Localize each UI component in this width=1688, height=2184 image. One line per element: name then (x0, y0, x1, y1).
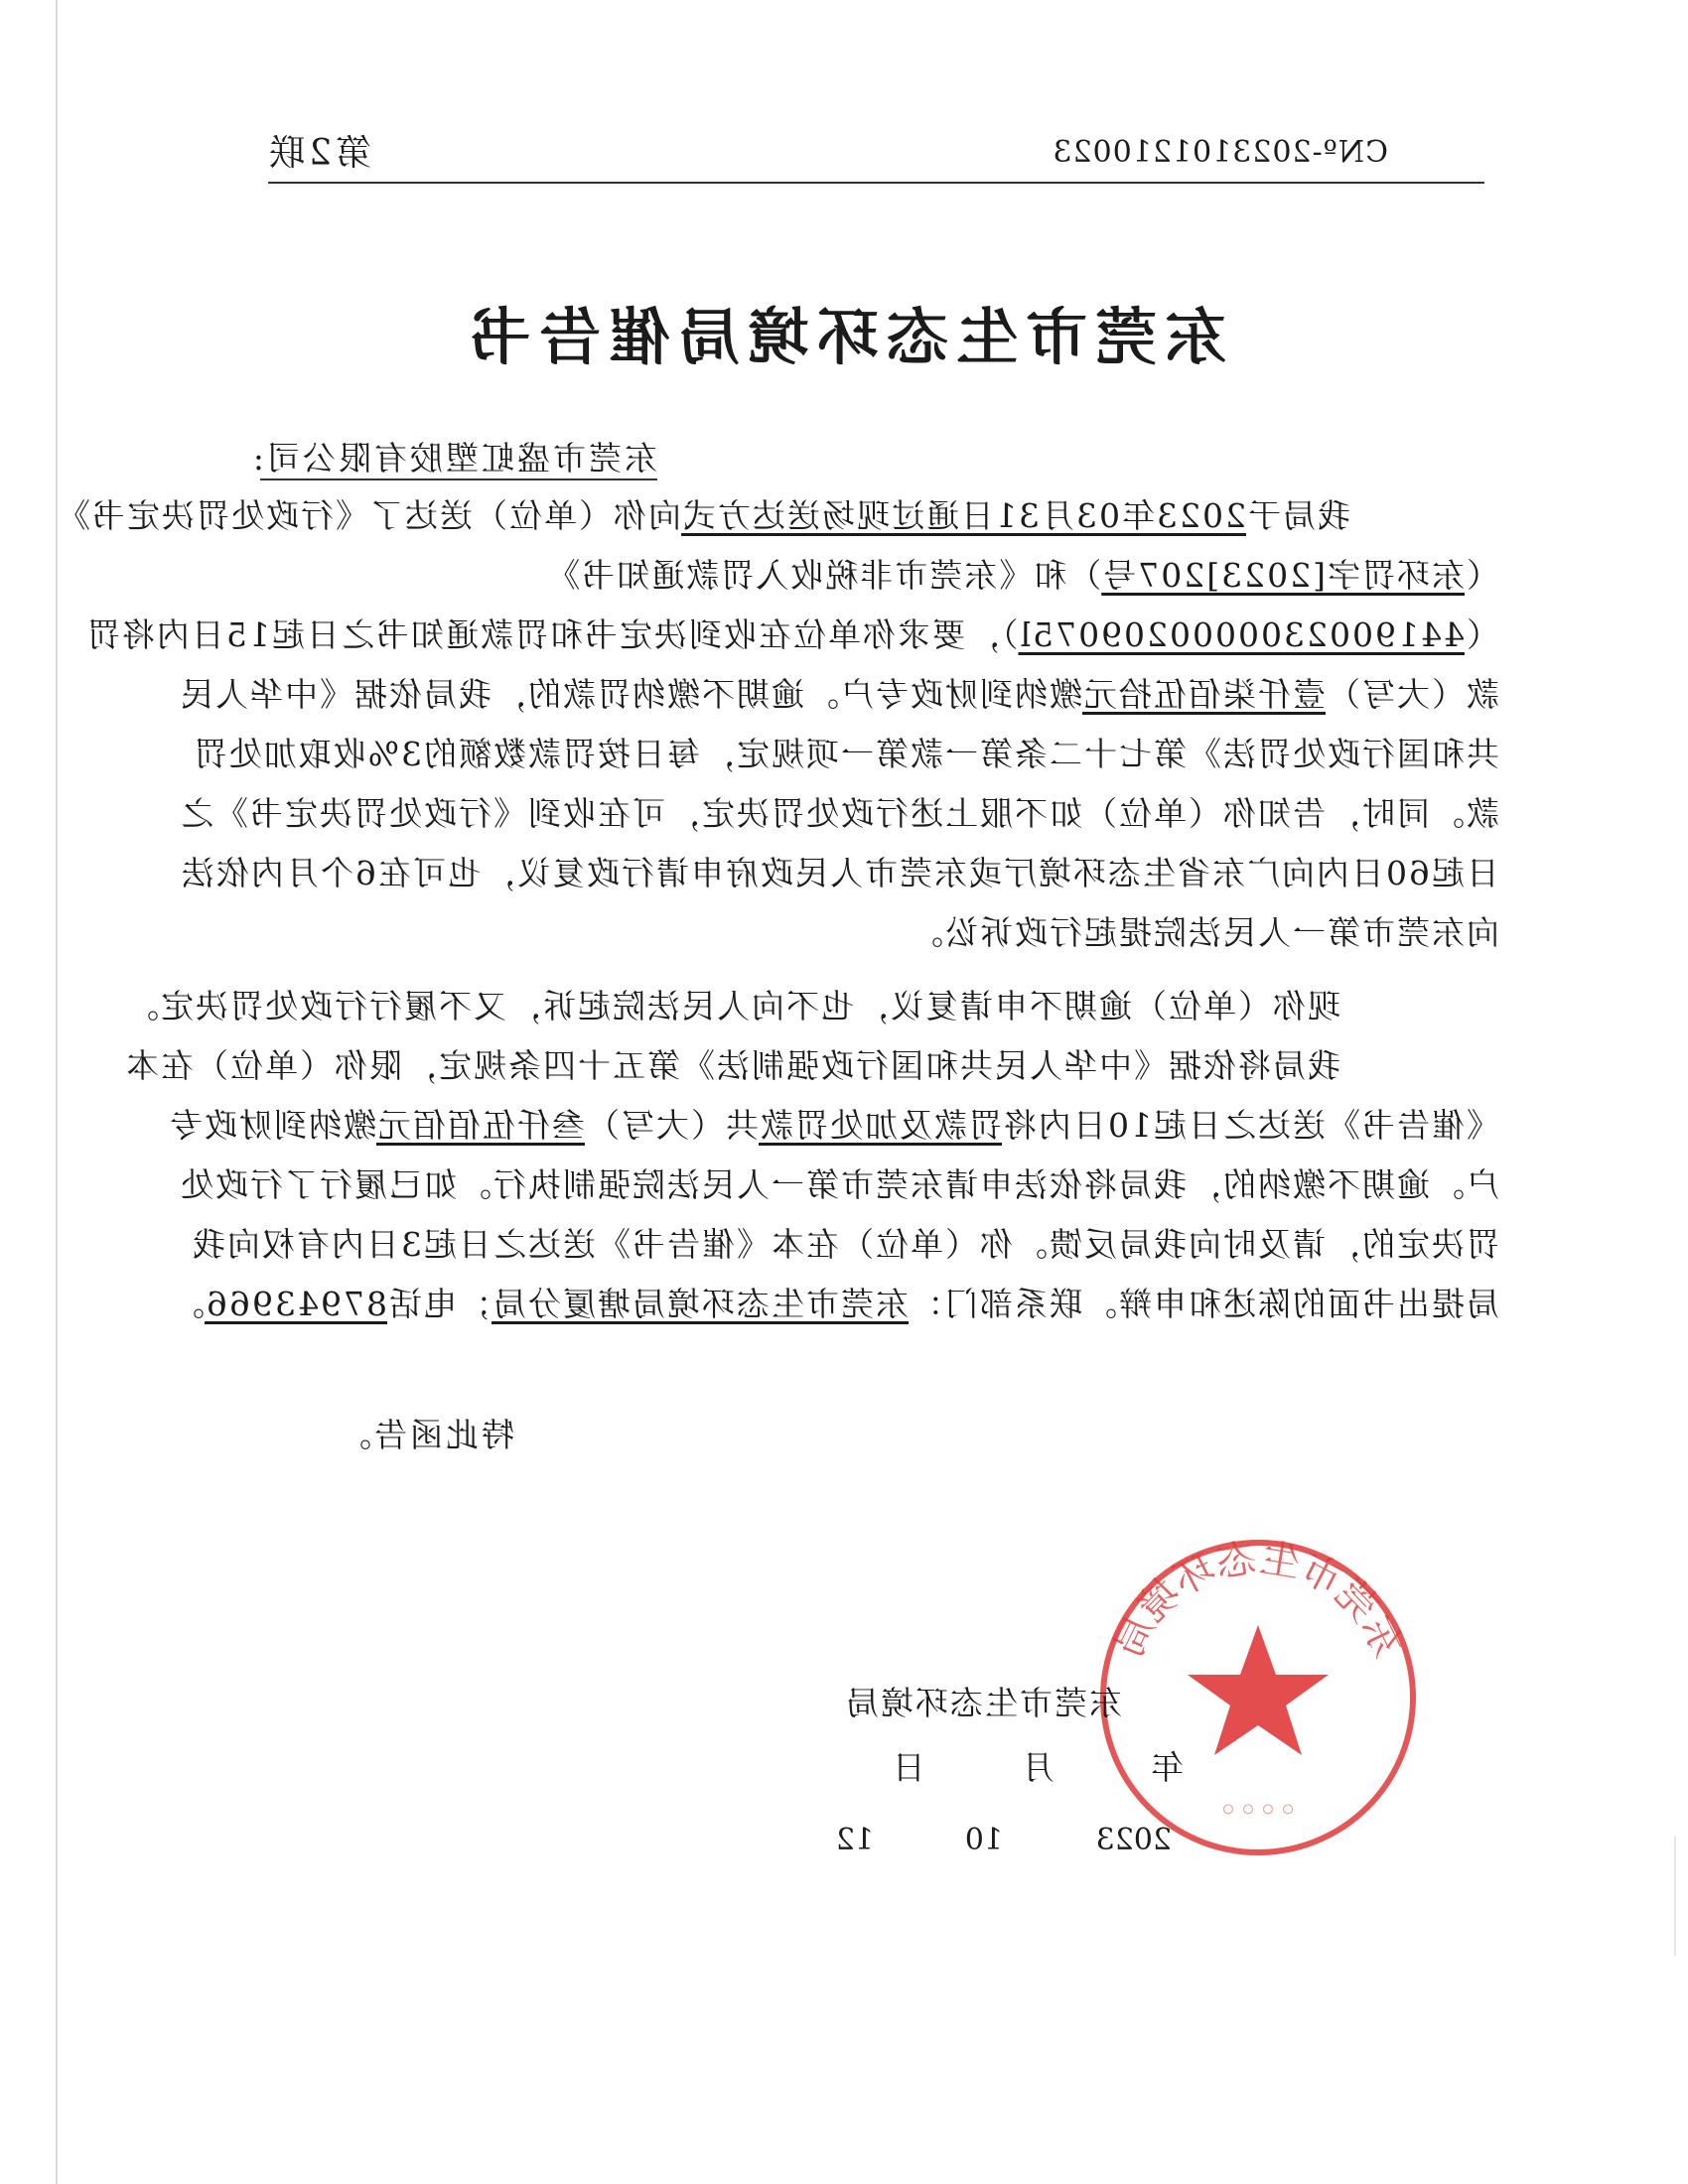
month-label: 月 (1022, 1748, 1055, 1787)
page-edge-mark (1674, 1837, 1676, 1956)
star-icon (1188, 1625, 1329, 1755)
day-label: 日 (893, 1748, 925, 1787)
seal-bottom-mark: ◦◦◦◦ (1217, 1791, 1299, 1831)
date-labels (882, 1742, 1184, 1789)
total-amount-field: 叁仟伍佰佰元 (376, 1106, 585, 1145)
header-rule (268, 182, 1484, 184)
addressee-underline (260, 478, 657, 480)
issue-day: 12 (835, 1823, 874, 1857)
body-line-13: 罚决定的，请及时向我局反馈。你（单位）在本《催告书》送达之日起3日内有权向我 (191, 1225, 1499, 1264)
contact-department: 东莞市生态环境局塘厦分局 (492, 1285, 909, 1323)
copy-label: 第2联 (265, 133, 371, 174)
body-line-9: 现你（单位）逾期不申请复议，也不向人民法院起诉，又不履行行政处罚决定。 (124, 987, 1340, 1025)
issue-date (824, 1823, 1172, 1857)
document-number: CNº-2023101210023 (1052, 135, 1388, 170)
contact-label: 联系部门： (909, 1285, 1082, 1323)
body-line-11 (168, 1100, 1499, 1147)
issue-month: 10 (964, 1823, 1003, 1857)
body-text: 。 (170, 1285, 206, 1323)
body-text: 《催告书》送达之日起10日内将 (1002, 1106, 1499, 1145)
closing-remark: 特此函告。 (336, 1416, 514, 1454)
issuer-name: 东莞市生态环境局 (844, 1684, 1122, 1722)
issue-year: 2023 (1095, 1823, 1172, 1857)
body-line-4 (179, 669, 1499, 716)
fine-amount-field: 壹仟柒佰伍拾元 (1082, 675, 1326, 714)
seal-arc-text: 东莞市生态环境局 (1105, 1535, 1411, 1665)
body-line-14 (170, 1279, 1499, 1325)
document-title: 东莞市生态环境局催告书 (462, 301, 1227, 373)
body-line-3 (85, 610, 1499, 656)
payment-notice-number: 4419002300000209075l (1018, 615, 1465, 654)
body-text: 缴纳到财政专 (168, 1106, 376, 1145)
year-label: 年 (1151, 1748, 1184, 1787)
body-line-10: 我局将依据《中华人民共和国行政强制法》第五十四条规定，限你（单位）在本 (124, 1046, 1340, 1085)
body-text: 向你（单位）送达了《行政处罚决定书》 (56, 496, 682, 535)
phone-number: 87943966 (205, 1285, 387, 1323)
body-text: 缴纳到财政专户。逾期不缴纳罚款的，我局依据《中华人民 (179, 675, 1082, 714)
addressee: 东莞市盛虹塑胶有限公司: (249, 439, 657, 478)
body-text: （ (1465, 556, 1499, 595)
body-text: 共（大写） (585, 1106, 759, 1145)
body-text: ）和《东莞市非税收入罚款通知书》 (545, 556, 1102, 595)
body-text: 我局于 (1246, 496, 1350, 535)
body-line-1 (56, 490, 1350, 537)
delivery-date-field: 2023年03月31日通过现场送达方式 (681, 496, 1246, 535)
body-line-6: 款。同时，告知你（单位）如不服上述行政处罚决定，可在收到《行政处罚决定书》之 (179, 794, 1499, 833)
official-seal-stamp (1094, 1534, 1422, 1861)
body-line-7: 日起60日内向广东省生态环境厅或东莞市人民政府申请行政复议，也可在6个月内依法 (180, 854, 1499, 892)
penalty-items-field: 罚款及加处罚款 (759, 1106, 1002, 1145)
body-line-8: 向东莞市第一人民法院提起行政诉讼。 (909, 913, 1499, 952)
body-text: ），要求你单位在收到决定书和罚款通知书之日起15日内将罚 (85, 615, 1019, 654)
body-line-5: 共和国行政处罚法》第七十二条第一款第一项规定，每日按罚款数额的3%收取加处罚 (192, 735, 1499, 773)
body-text: 局提出书面的陈述和申辩。 (1082, 1285, 1499, 1323)
body-text: 款（大写） (1326, 675, 1499, 714)
penalty-decision-number: 东环罚字[2023]207号 (1101, 556, 1465, 595)
body-line-2 (545, 550, 1499, 597)
body-text: （ (1465, 615, 1499, 654)
phone-label: ；电话 (387, 1285, 492, 1323)
body-line-12: 户。逾期不缴纳的，我局将依法申请东莞市第一人民法院强制执行。如已履行了行政处 (179, 1165, 1499, 1204)
